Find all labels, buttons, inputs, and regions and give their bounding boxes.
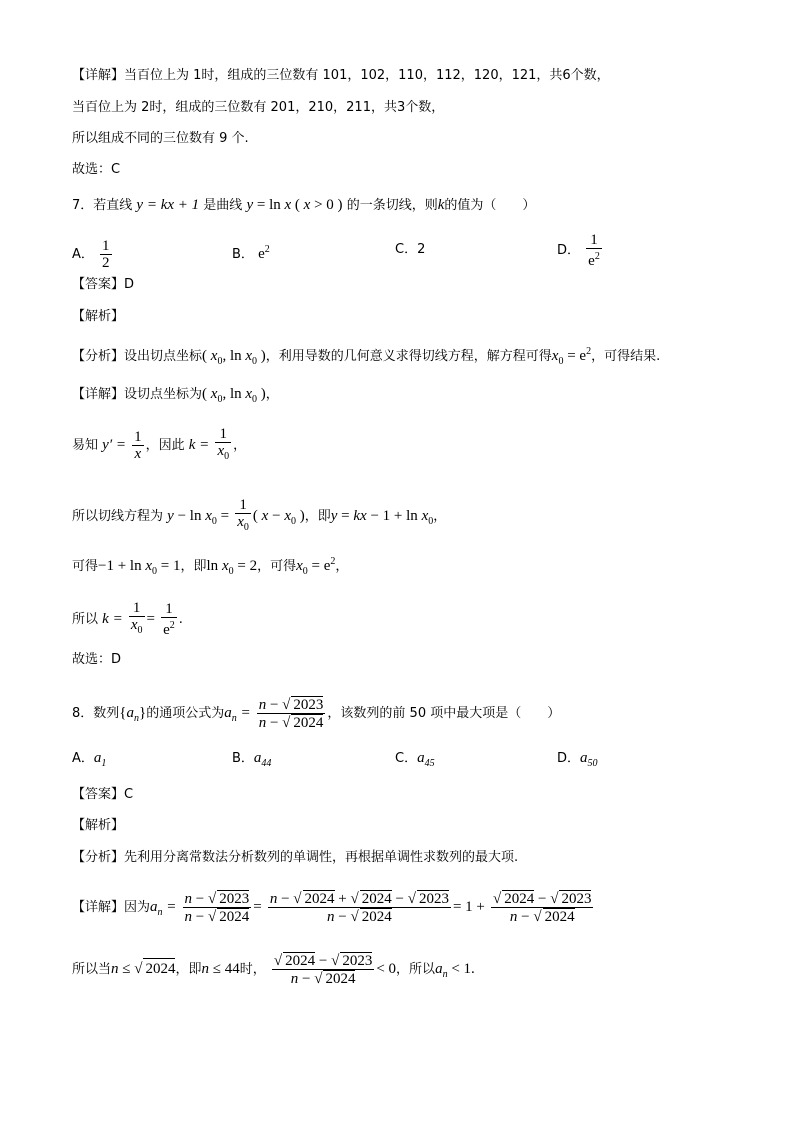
- q8-option-b-label: B．: [232, 751, 254, 766]
- xiangjie-7-point: ( $x_0$, $\ln x_0$ ): [202, 386, 266, 405]
- xiangjie-7-a: 【详解】设切点坐标为: [72, 387, 203, 402]
- solve-eq-3: $x_0 = e^2$: [296, 556, 336, 577]
- fenxi-7: [72, 342, 660, 372]
- analysis-8: 【解析】: [72, 818, 125, 833]
- monotonic-b: ，即: [175, 962, 202, 977]
- q8-option-d: [557, 748, 598, 774]
- xiangjie-8-eq-2: = 1 +: [452, 899, 485, 915]
- q7-option-d-label: D．: [557, 243, 581, 258]
- fenxi-7-eq: $x_0 = e^2$: [551, 346, 592, 367]
- line-1: 【详解】当百位上为 1时，组成的三位数有 101，102，110，112，120，121，共6个数，: [72, 68, 610, 83]
- xiangjie-8-eq-1: =: [253, 899, 262, 915]
- tangent-c: ，: [433, 509, 447, 524]
- fenxi-7-b: ，利用导数的几何意义求得切线方程，解方程可得: [265, 349, 552, 364]
- q8-option-a-math: $a_1$: [93, 750, 107, 769]
- monotonic-conclusion: $a_n < 1$.: [435, 961, 475, 980]
- q8-frac: $\frac{n - √ 2023}{n - √ 2024}$: [258, 697, 324, 731]
- result-frac-1: $\frac{1}{x_0}$: [130, 600, 143, 636]
- q7-option-a-label: A．: [72, 247, 94, 262]
- question-8: [72, 696, 560, 731]
- xiangjie-7: [72, 384, 279, 410]
- q8-option-b-math: $a_{44}$: [253, 750, 272, 769]
- solve-eq-1: $-1 + \ln x_0 = 1$: [98, 558, 181, 577]
- xiangjie-8-frac-3: $\frac{√ 2024 - √ 2023}{n - √ 2024}$: [493, 891, 592, 925]
- answer-7: 【答案】D: [72, 277, 135, 292]
- q8-b: 的通项公式为: [146, 706, 225, 721]
- q7-k: k: [437, 197, 445, 213]
- q8-option-c-math: $a_{45}$: [417, 750, 435, 769]
- derivative-line: [72, 426, 246, 465]
- q7-prefix: 7．若直线: [72, 198, 133, 213]
- choice-7: 故选：D: [72, 652, 122, 667]
- solve-c: ，可得: [257, 559, 297, 574]
- solve-a: 可得: [72, 559, 99, 574]
- fenxi-7-a: 【分析】设出切点坐标: [72, 349, 203, 364]
- line-4: 故选：C: [72, 162, 121, 177]
- line-2: 当百位上为 2时，组成的三位数有 201，210，211，共3个数，: [72, 100, 445, 115]
- derivative-k: k =: [188, 437, 210, 453]
- monotonic-frac: $\frac{√ 2024 - √ 2023}{n - √ 2024}$: [273, 953, 373, 987]
- line-3: 所以组成不同的三位数有 9 个.: [72, 131, 249, 146]
- tangent-b: ，即: [304, 509, 331, 524]
- result-b: .: [178, 612, 183, 627]
- result-a: 所以: [72, 612, 99, 627]
- monotonic-line: [72, 952, 475, 987]
- monotonic-n: n ≤ 44: [201, 961, 240, 977]
- q7-option-d-frac: $\frac{1}{e^2}$: [588, 232, 600, 269]
- derivative-b: ，因此: [145, 438, 185, 453]
- q8-an: $a_n$ =: [224, 705, 251, 724]
- q7-end: 的值为（ ）: [444, 198, 536, 213]
- analysis-7: 【解析】: [72, 309, 125, 324]
- monotonic-a: 所以当: [72, 962, 112, 977]
- q7-option-b: [232, 240, 270, 265]
- xiangjie-8-an: $a_n$ =: [150, 899, 177, 918]
- result-line: [72, 600, 183, 639]
- q7-suffix: 的一条切线，则: [346, 198, 438, 213]
- solve-eq-2: $\ln x_0 = 2$: [206, 558, 258, 577]
- solve-line: [72, 552, 348, 582]
- answer-8: 【答案】C: [72, 787, 134, 802]
- q7-option-d: [557, 232, 604, 269]
- derivative-frac: $\frac{1}{x}$: [134, 429, 142, 462]
- xiangjie-8: [72, 890, 595, 925]
- q7-option-b-label: B．: [232, 247, 254, 262]
- q7-option-a-frac: $\frac{1}{2}$: [102, 238, 110, 271]
- q8-option-b: [232, 748, 271, 774]
- q8-seq: $\{a_n\}$: [119, 705, 147, 724]
- result-eq: =: [146, 611, 155, 627]
- monotonic-c: 时，: [239, 962, 266, 977]
- tangent-eq: y = kx − $1 + \ln x_0$: [330, 508, 434, 527]
- derivative-y: y′ =: [102, 437, 126, 453]
- xiangjie-7-b: ，: [265, 387, 279, 402]
- tangent-lhs: $y - \ln x_0$ =: [167, 508, 230, 527]
- q7-option-c: C．2: [395, 242, 426, 257]
- q8-option-d-label: D．: [557, 751, 581, 766]
- question-7: [72, 195, 535, 216]
- q8-option-a-label: A．: [72, 751, 94, 766]
- q8-c: ，该数列的前 50 项中最大项是（ ）: [327, 706, 561, 721]
- xiangjie-8-frac-2: $\frac{n - √ 2024 + √ 2024 - √ 2023}{n - √ 2024}$: [269, 891, 449, 925]
- q8-option-c-label: C．: [395, 751, 418, 766]
- solve-d: ，: [335, 559, 349, 574]
- tangent-rhs: ( $x - x_0$ ): [252, 508, 305, 527]
- derivative-c: ，: [233, 438, 247, 453]
- tangent-frac: $\frac{1}{x_0}$: [237, 497, 249, 533]
- q7-option-b-math: $e^2$: [258, 244, 270, 262]
- q8-option-c: [395, 748, 435, 774]
- q7-line-formula: y = kx + 1: [136, 197, 200, 213]
- xiangjie-8-a: 【详解】因为: [72, 900, 151, 915]
- result-frac-2: $\frac{1}{e^2}$: [163, 601, 175, 638]
- xiangjie-8-frac-1: $\frac{n - √ 2023}{n - √ 2024}$: [184, 891, 250, 925]
- monotonic-lt: < 0: [376, 961, 397, 977]
- q8-option-d-math: $a_{50}$: [580, 750, 598, 769]
- fenxi-7-point: ( $x_0$, $\ln x_0$ ): [202, 348, 266, 367]
- derivative-k-frac: $\frac{1}{x_0}$: [217, 426, 230, 462]
- solve-b: ，即: [180, 559, 207, 574]
- fenxi-8: 【分析】先利用分离常数法分析数列的单调性，再根据单调性求数列的最大项.: [72, 850, 519, 865]
- derivative-a: 易知: [72, 438, 99, 453]
- q7-mid: 是曲线: [203, 198, 243, 213]
- tangent-line: [72, 497, 446, 536]
- q7-option-a: [72, 238, 114, 271]
- q8-option-a: [72, 748, 106, 774]
- result-k: k =: [102, 611, 123, 627]
- monotonic-cond: n ≤ √ 2024: [111, 961, 175, 977]
- fenxi-7-c: ，可得结果.: [591, 349, 661, 364]
- q7-curve-formula: y = ln x ( x > 0 ): [246, 197, 343, 213]
- q8-a: 8．数列: [72, 706, 120, 721]
- tangent-a: 所以切线方程为: [72, 509, 164, 524]
- monotonic-d: ，所以: [396, 962, 436, 977]
